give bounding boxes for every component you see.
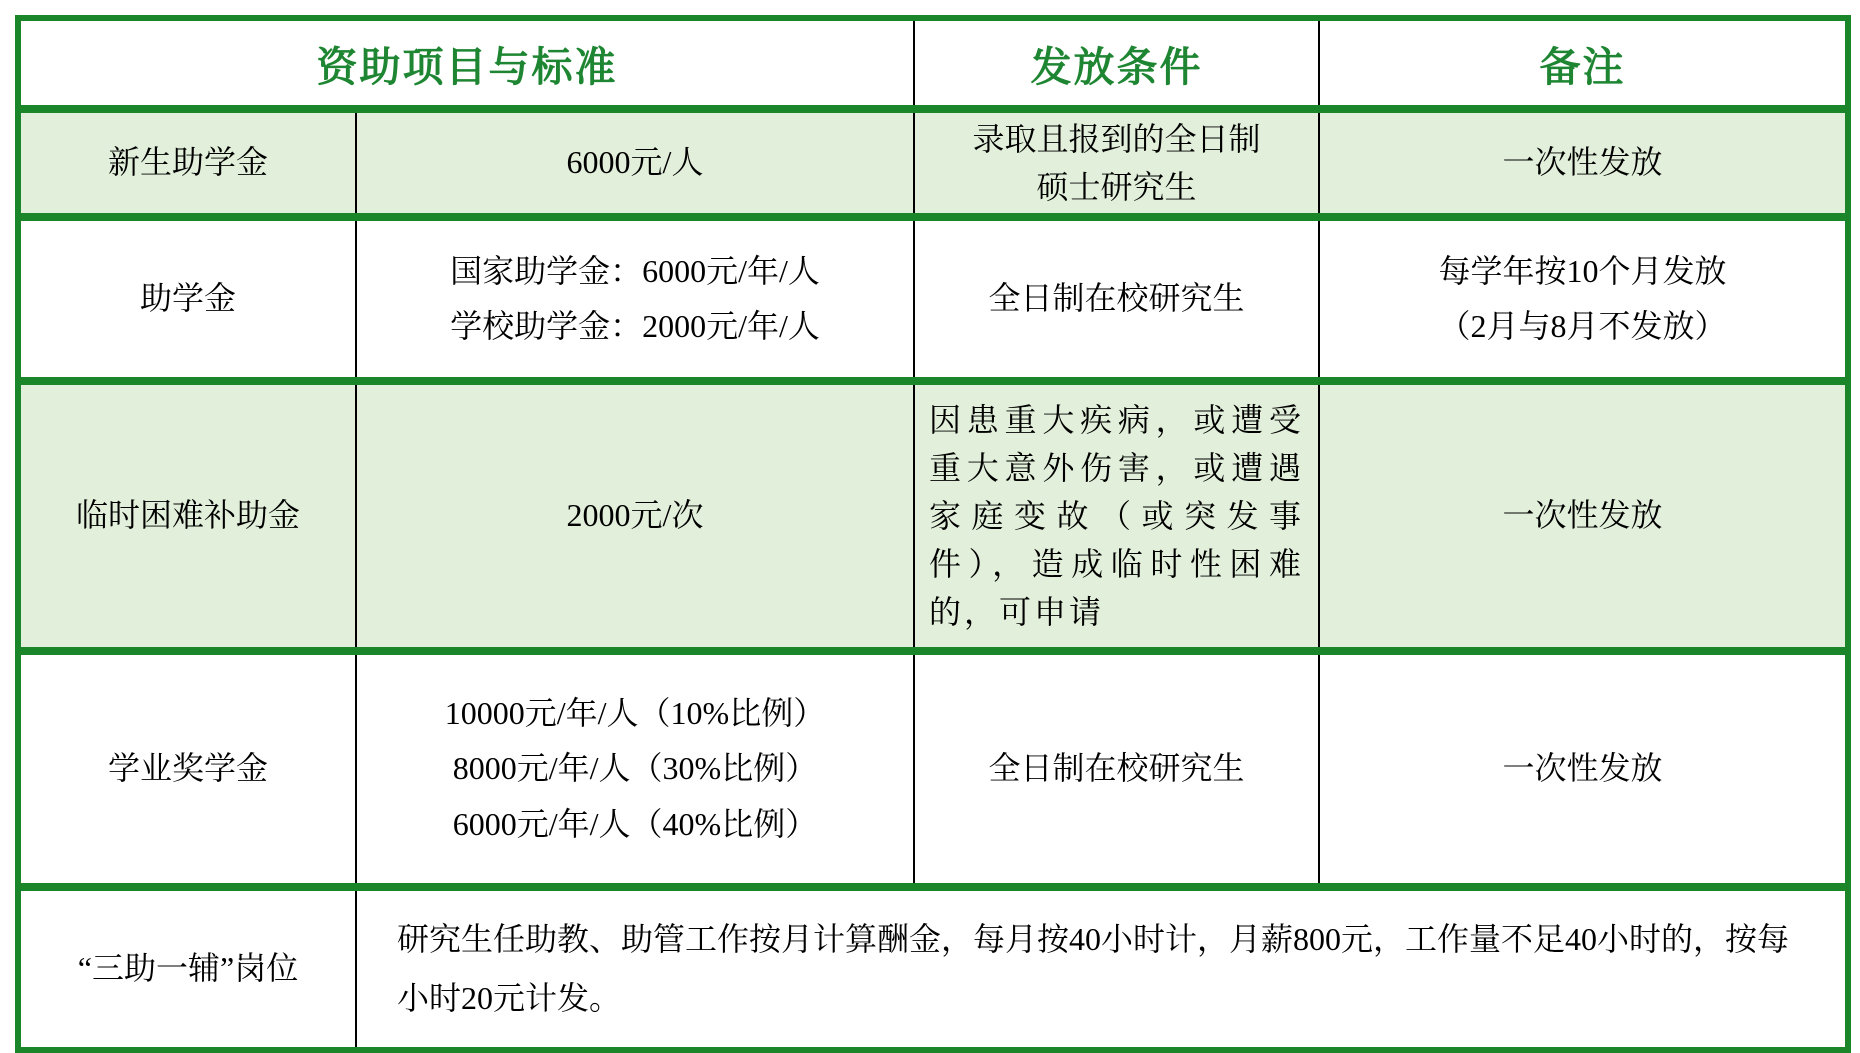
cell-standard	[356, 651, 914, 887]
row-temporary-hardship-subsidy	[18, 381, 1848, 651]
header-cell-project-standard: 资助项目与标准	[18, 18, 914, 109]
note-line: 每学年按10个月发放	[1438, 252, 1727, 289]
funding-table	[15, 15, 1851, 1053]
standard-lines	[357, 244, 913, 354]
row-academic-scholarship	[18, 651, 1848, 887]
cell-condition: 因患重大疾病，或遭受重大意外伤害，或遭遇家庭变故（或突发事件），造成临时性困难的，可申请	[914, 381, 1319, 651]
note-lines	[1320, 244, 1845, 354]
cell-condition	[914, 109, 1319, 217]
condition-line: 硕士研究生	[1036, 169, 1197, 205]
cell-program-name: 助学金	[18, 217, 356, 381]
cell-program-name: 临时困难补助金	[18, 381, 356, 651]
standard-line: 6000元/年/人（40%比例）	[452, 805, 818, 842]
cell-description: 研究生任助教、助管工作按月计算酬金，每月按40小时计，月薪800元，工作量不足40小时的，按每小时20元计发。	[356, 887, 1848, 1050]
cell-note: 一次性发放	[1319, 109, 1848, 217]
cell-standard: 6000元/人	[356, 109, 914, 217]
note-line: （2月与8月不发放）	[1438, 308, 1727, 344]
row-new-student-grant	[18, 109, 1848, 217]
condition-lines	[915, 115, 1318, 211]
cell-note: 一次性发放	[1319, 381, 1848, 651]
funding-table-container	[15, 15, 1851, 1053]
standard-line: 国家助学金：6000元/年/人	[450, 252, 820, 289]
cell-program-name: 学业奖学金	[18, 651, 356, 887]
standard-line: 10000元/年/人（10%比例）	[444, 695, 826, 732]
cell-standard: 2000元/次	[356, 381, 914, 651]
cell-note	[1319, 217, 1848, 381]
header-cell-note: 备注	[1319, 18, 1848, 109]
cell-program-name: 新生助学金	[18, 109, 356, 217]
standard-line: 学校助学金：2000元/年/人	[450, 308, 820, 344]
standard-lines	[357, 686, 913, 851]
cell-condition: 全日制在校研究生	[914, 651, 1319, 887]
cell-standard	[356, 217, 914, 381]
cell-note: 一次性发放	[1319, 651, 1848, 887]
cell-condition: 全日制在校研究生	[914, 217, 1319, 381]
header-row	[18, 18, 1848, 109]
row-stipend	[18, 217, 1848, 381]
condition-line: 录取且报到的全日制	[972, 121, 1261, 157]
cell-program-name: “三助一辅”岗位	[18, 887, 356, 1050]
standard-line: 8000元/年/人（30%比例）	[452, 750, 818, 787]
header-cell-condition: 发放条件	[914, 18, 1319, 109]
row-assistantship-positions	[18, 887, 1848, 1050]
